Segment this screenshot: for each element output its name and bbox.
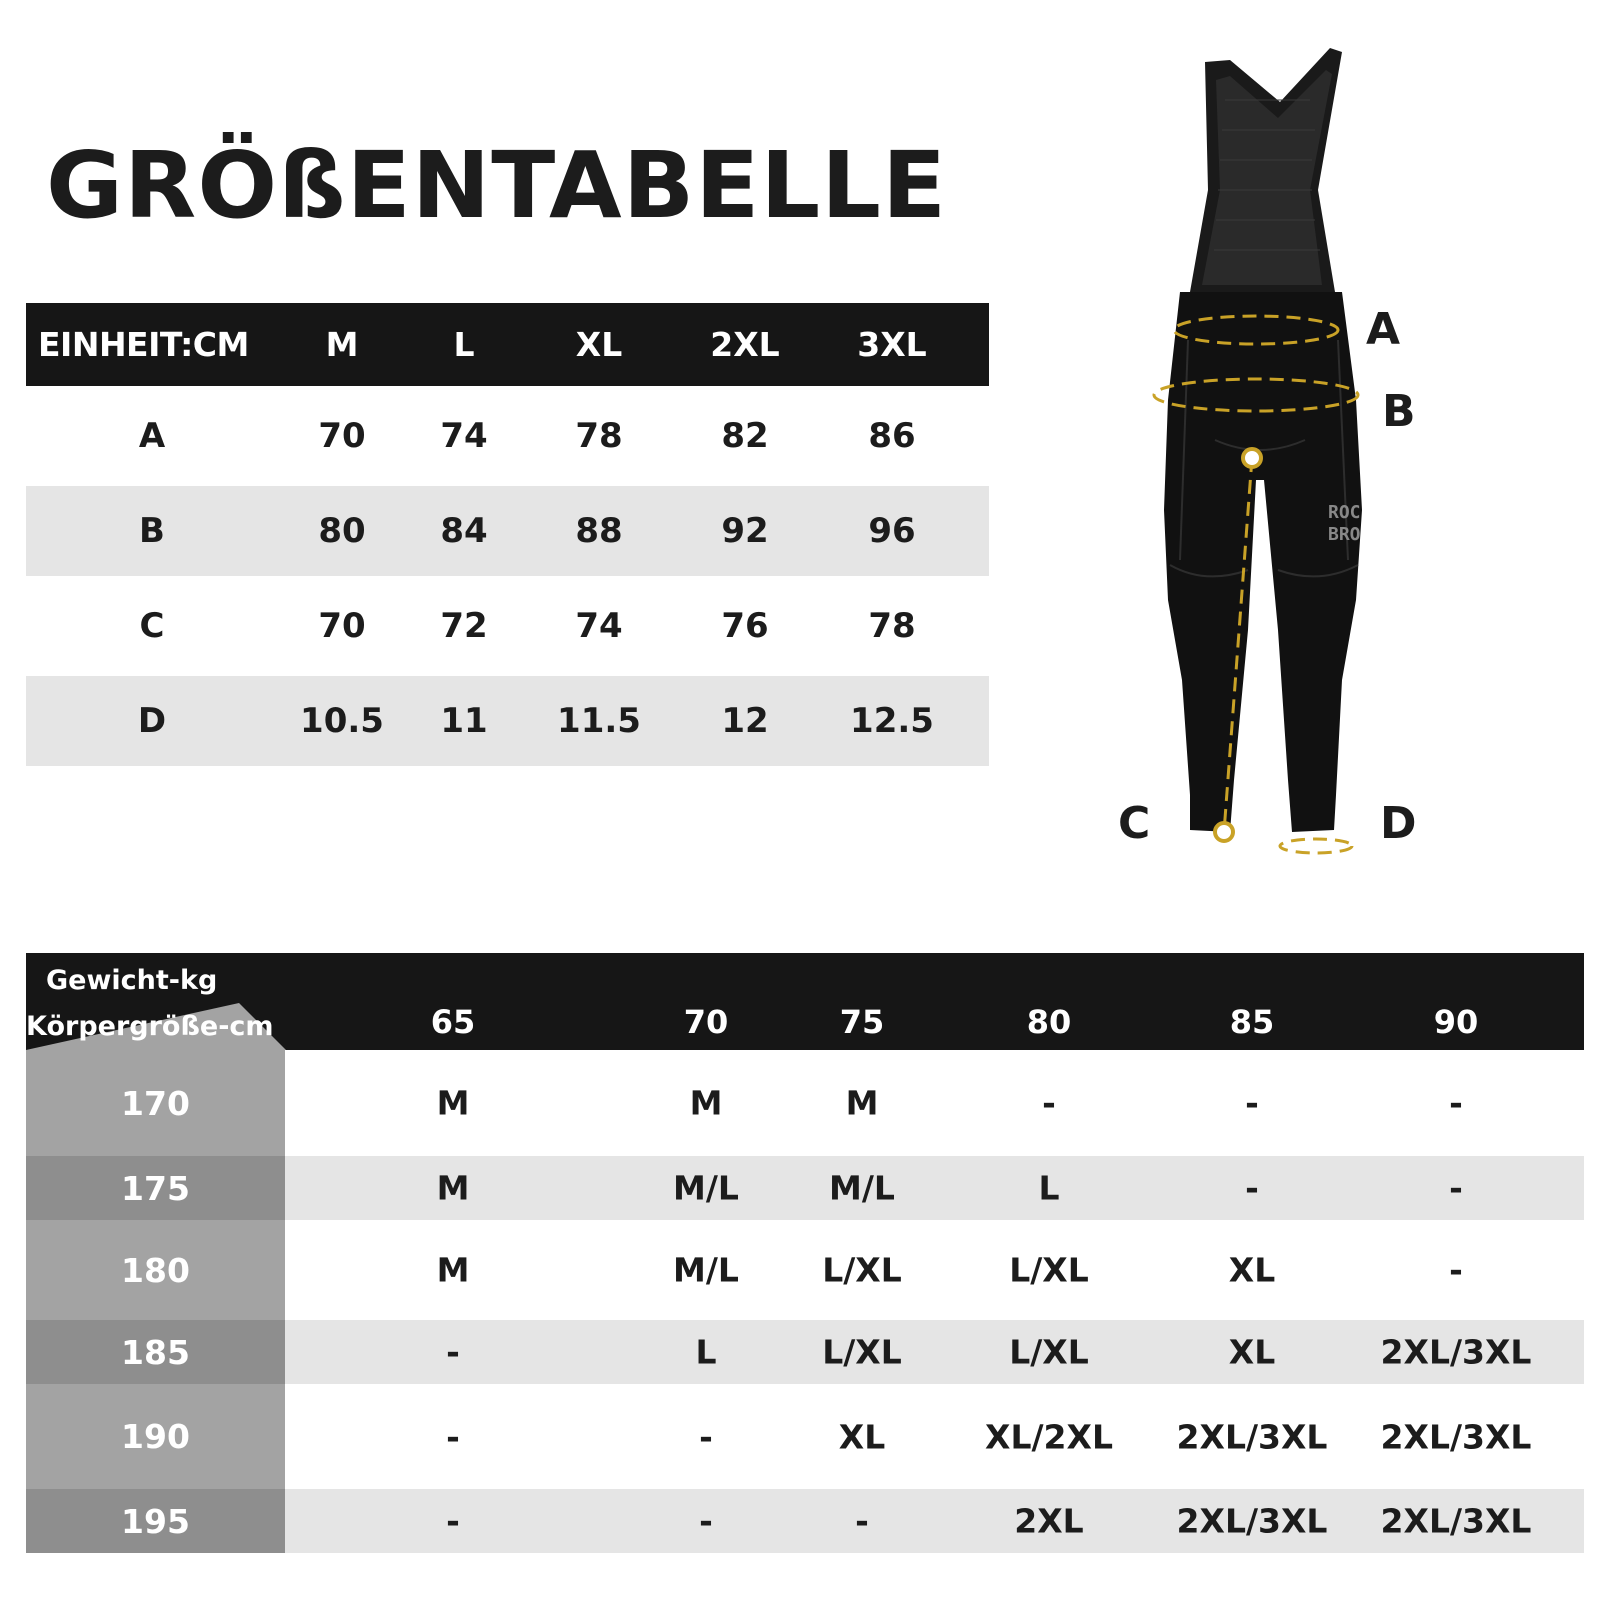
table-cell: - xyxy=(1042,1083,1056,1123)
weight-header: 85 xyxy=(1229,1003,1275,1041)
row-values xyxy=(285,1489,1584,1553)
table-cell: XL/2XL xyxy=(985,1417,1113,1456)
height-row-label: 190 xyxy=(26,1384,285,1489)
table-cell: M/L xyxy=(829,1168,895,1208)
table-cell: 70 xyxy=(318,606,366,646)
table-cell: XL xyxy=(838,1417,886,1456)
table-cell: - xyxy=(446,1501,460,1541)
table-cell: 78 xyxy=(575,416,623,456)
table-row xyxy=(26,1384,1584,1489)
row-label: C xyxy=(139,606,165,646)
table-cell: 2XL/3XL xyxy=(1380,1501,1532,1541)
unit-label: EINHEIT:CM xyxy=(38,325,249,364)
table-row xyxy=(26,1156,1584,1220)
table-cell: 74 xyxy=(575,606,623,646)
table-cell: 2XL/3XL xyxy=(1176,1417,1328,1456)
figure-label-b: B xyxy=(1382,386,1416,437)
table-row xyxy=(26,1220,1584,1320)
table-cell: M xyxy=(845,1083,879,1123)
size-header-3xl: 3XL xyxy=(857,325,927,364)
weight-header: 90 xyxy=(1433,1003,1479,1041)
table-cell: 76 xyxy=(721,606,769,646)
table-cell: L/XL xyxy=(822,1332,902,1372)
recommendation-table-header xyxy=(26,953,1584,1050)
height-axis-label: Körpergröße-cm xyxy=(26,1011,274,1042)
bib-tights-illustration xyxy=(1130,40,1460,880)
table-cell: 12 xyxy=(721,701,769,741)
table-row xyxy=(26,1050,1584,1156)
table-cell: - xyxy=(1449,1083,1463,1123)
table-cell: 86 xyxy=(868,416,916,456)
weight-axis-label: Gewicht-kg xyxy=(46,965,218,996)
table-cell: L/XL xyxy=(1009,1250,1089,1290)
table-cell: - xyxy=(1245,1083,1259,1123)
svg-text:ROC: ROC xyxy=(1328,502,1361,523)
table-cell: 12.5 xyxy=(850,701,934,741)
size-header-xl: XL xyxy=(575,325,623,364)
measurement-row-a xyxy=(26,386,989,486)
height-row-label: 180 xyxy=(26,1220,285,1320)
table-cell: 11.5 xyxy=(557,701,641,741)
measurement-table xyxy=(26,303,989,766)
table-cell: 78 xyxy=(868,606,916,646)
row-values xyxy=(285,1156,1584,1220)
height-row-label: 175 xyxy=(26,1156,285,1220)
size-header-2xl: 2XL xyxy=(710,325,780,364)
table-cell: 70 xyxy=(318,416,366,456)
table-cell: L/XL xyxy=(822,1250,902,1290)
table-cell: - xyxy=(1245,1168,1259,1208)
table-cell: M xyxy=(436,1083,470,1123)
table-cell: XL xyxy=(1228,1332,1276,1372)
table-row xyxy=(26,1489,1584,1553)
weight-header: 65 xyxy=(430,1003,476,1041)
measure-line-d xyxy=(1280,839,1352,853)
table-cell: M/L xyxy=(673,1250,739,1290)
table-cell: 2XL/3XL xyxy=(1176,1501,1328,1541)
table-cell: 10.5 xyxy=(300,701,384,741)
table-cell: - xyxy=(699,1417,713,1456)
size-header-m: M xyxy=(325,325,359,364)
table-cell: - xyxy=(1449,1250,1463,1290)
table-cell: 2XL xyxy=(1014,1501,1084,1541)
table-cell: 82 xyxy=(721,416,769,456)
table-cell: 2XL/3XL xyxy=(1380,1417,1532,1456)
measurement-row-d xyxy=(26,676,989,766)
table-cell: 92 xyxy=(721,511,769,551)
table-cell: 2XL/3XL xyxy=(1380,1332,1532,1372)
bib-tights-figure xyxy=(1118,40,1460,880)
row-values xyxy=(285,1320,1584,1384)
table-row xyxy=(26,1320,1584,1384)
svg-text:BRO: BRO xyxy=(1328,524,1361,545)
measurement-row-c xyxy=(26,576,989,676)
size-recommendation-table xyxy=(26,953,1584,1553)
measurement-row-b xyxy=(26,486,989,576)
figure-label-d: D xyxy=(1380,798,1417,849)
weight-header: 70 xyxy=(683,1003,729,1041)
table-cell: - xyxy=(855,1501,869,1541)
table-cell: 84 xyxy=(440,511,488,551)
weight-header: 80 xyxy=(1026,1003,1072,1041)
table-cell: - xyxy=(446,1417,460,1456)
table-cell: 96 xyxy=(868,511,916,551)
table-cell: M/L xyxy=(673,1168,739,1208)
row-values xyxy=(285,1050,1584,1156)
row-label: A xyxy=(138,416,166,456)
table-cell: - xyxy=(1449,1168,1463,1208)
figure-label-a: A xyxy=(1366,304,1401,355)
table-cell: L xyxy=(695,1332,717,1372)
table-cell: L/XL xyxy=(1009,1332,1089,1372)
table-cell: L xyxy=(1038,1168,1060,1208)
table-cell: M xyxy=(689,1083,723,1123)
table-cell: 11 xyxy=(440,701,488,741)
measurement-table-header xyxy=(26,303,989,386)
row-values xyxy=(285,1384,1584,1489)
figure-label-c: C xyxy=(1118,798,1151,849)
weight-header: 75 xyxy=(839,1003,885,1041)
table-cell: - xyxy=(699,1501,713,1541)
table-cell: - xyxy=(446,1332,460,1372)
size-header-l: L xyxy=(453,325,475,364)
table-cell: XL xyxy=(1228,1250,1276,1290)
row-label: B xyxy=(139,511,165,551)
table-cell: M xyxy=(436,1168,470,1208)
row-label: D xyxy=(137,701,167,741)
page-title: GRÖßENTABELLE xyxy=(46,132,948,239)
brand-logo xyxy=(1328,502,1361,545)
height-row-label: 170 xyxy=(26,1050,285,1156)
height-row-label: 195 xyxy=(26,1489,285,1553)
table-cell: 72 xyxy=(440,606,488,646)
table-cell: 74 xyxy=(440,416,488,456)
table-cell: M xyxy=(436,1250,470,1290)
row-values xyxy=(285,1220,1584,1320)
table-cell: 80 xyxy=(318,511,366,551)
table-cell: 88 xyxy=(575,511,623,551)
height-row-label: 185 xyxy=(26,1320,285,1384)
